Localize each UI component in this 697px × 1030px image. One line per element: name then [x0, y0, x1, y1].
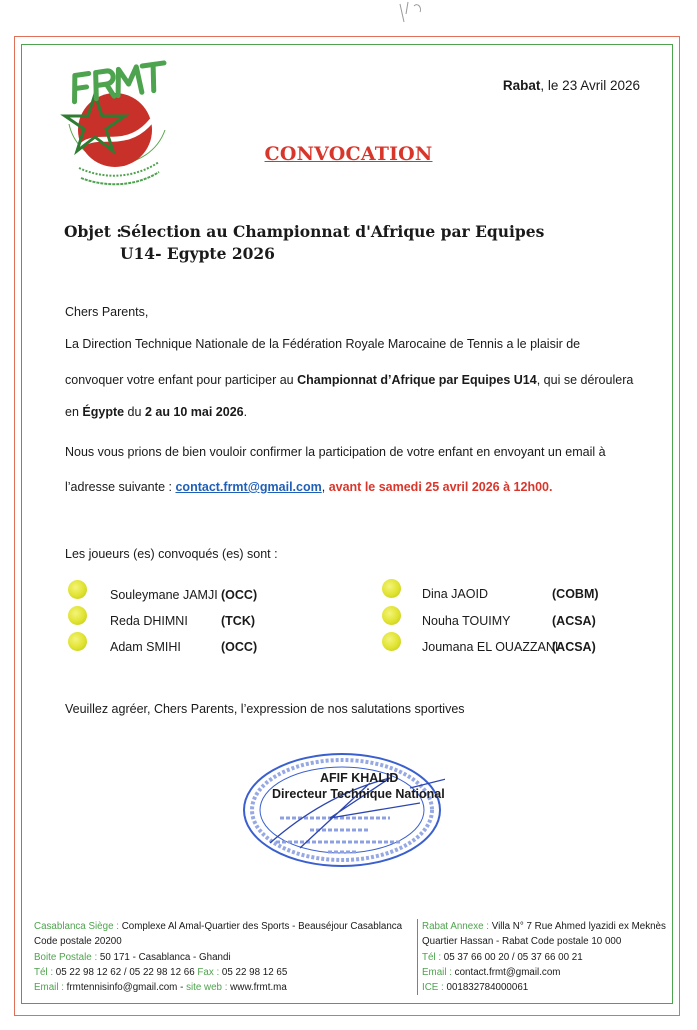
- player-name: Dina JAOID: [422, 587, 488, 601]
- footer-value: 05 22 98 12 62 / 05 22 98 12 66: [55, 966, 198, 978]
- footer-label: Tél :: [422, 951, 444, 963]
- frmt-logo: [55, 58, 180, 188]
- tennis-ball-icon: [382, 632, 401, 651]
- footer-label: Tél :: [34, 966, 56, 978]
- footer-label: Rabat Annexe :: [422, 921, 492, 932]
- footer-value: 001832784000061: [446, 982, 529, 994]
- text: en: [65, 405, 83, 419]
- footer-value: Code postale 20200: [34, 936, 122, 948]
- footer-line: [422, 934, 666, 949]
- footer-value: 50 171 - Casablanca - Ghandi: [99, 951, 231, 963]
- footer-value: Complexe Al Amal-Quartier des Sports - Beauséjour Casablanca: [121, 921, 403, 932]
- footer-line: [34, 965, 402, 980]
- footer-line: [422, 980, 666, 995]
- footer-value: Quartier Hassan - Rabat Code postale 10 000: [422, 936, 622, 948]
- footer-label: ICE :: [422, 982, 447, 994]
- text: ,: [321, 480, 326, 494]
- player-name: Adam SMIHI: [110, 640, 181, 654]
- text: l’adresse suivante :: [65, 480, 176, 494]
- footer-label: Boite Postale :: [34, 951, 100, 963]
- championship-name: Championnat d’Afrique par Equipes U14: [297, 373, 537, 387]
- footer-value: contact.frmt@gmail.com: [454, 966, 561, 978]
- tennis-ball-icon: [68, 580, 87, 599]
- footer-casablanca-address: [34, 919, 402, 995]
- greeting: Chers Parents,: [65, 305, 149, 319]
- player-club: (OCC): [221, 640, 258, 654]
- paragraph-1-line-1: La Direction Technique Nationale de la Fédération Royale Marocaine de Tennis a le plaisir de: [65, 337, 581, 351]
- player-name: Souleymane JAMJI: [110, 588, 218, 602]
- player-club: (ACSA): [552, 640, 596, 654]
- footer-line: [34, 980, 402, 995]
- player-name: Nouha TOUIMY: [422, 614, 511, 628]
- subject-text: Sélection au Championnat d'Afrique par Equipes U14- Egypte 2026: [120, 222, 545, 263]
- footer-label: Fax :: [197, 966, 222, 978]
- tennis-ball-icon: [68, 632, 87, 651]
- paragraph-1-line-2: [65, 373, 633, 387]
- handwritten-mark: [370, 0, 450, 30]
- signatory-role: Directeur Technique National: [272, 787, 445, 801]
- footer-rabat-address: [417, 919, 666, 995]
- tennis-ball-icon: [382, 579, 401, 598]
- footer-line: [422, 950, 666, 965]
- footer-value: Villa N° 7 Rue Ahmed lyazidi ex Meknès: [491, 921, 666, 932]
- signatory-name: AFIF KHALID: [320, 771, 399, 785]
- player-club: (ACSA): [552, 614, 596, 628]
- deadline-text: avant le samedi 25 avril 2026 à 12h00.: [325, 480, 553, 494]
- footer-label: Casablanca Siège :: [34, 921, 122, 932]
- text: du: [124, 405, 145, 419]
- tennis-ball-icon: [68, 606, 87, 625]
- date-text: , le 23 Avril 2026: [540, 78, 640, 93]
- text: , qui se déroulera: [536, 373, 634, 387]
- document-date: [503, 78, 640, 93]
- player-club: (OCC): [221, 588, 258, 602]
- footer-value: frmtennisinfo@gmail.com -: [66, 982, 187, 994]
- footer-value: 05 22 98 12 65: [221, 966, 288, 978]
- event-dates: 2 au 10 mai 2026: [144, 405, 244, 419]
- player-club: (COBM): [552, 587, 599, 601]
- player-club: (TCK): [221, 614, 256, 628]
- footer-website: www.frmt.ma: [230, 982, 287, 994]
- contact-email-link[interactable]: contact.frmt@gmail.com: [175, 480, 322, 494]
- paragraph-2-line-1: Nous vous prions de bien vouloir confirmer la participation de votre enfant en envoyant un email à: [65, 445, 606, 459]
- footer-label: site web :: [186, 982, 231, 994]
- text: convoquer votre enfant pour participer au: [65, 373, 298, 387]
- country: Égypte: [82, 405, 125, 419]
- paragraph-2-line-2: [65, 480, 552, 494]
- footer-value: 05 37 66 00 20 / 05 37 66 00 21: [443, 951, 583, 963]
- document-title: CONVOCATION: [264, 143, 433, 165]
- footer-line: [34, 919, 402, 934]
- footer-line: [422, 965, 666, 980]
- tennis-ball-icon: [382, 606, 401, 625]
- subject-label: Objet :: [64, 222, 123, 241]
- closing-line: Veuillez agréer, Chers Parents, l’expression de nos salutations sportives: [65, 702, 465, 716]
- player-name: Joumana EL OUAZZANI: [422, 640, 559, 654]
- paragraph-1-line-3: [65, 405, 247, 419]
- footer-label: Email :: [34, 982, 67, 994]
- text: .: [243, 405, 248, 419]
- footer-line: [422, 919, 666, 934]
- official-stamp-and-signature: [240, 748, 445, 873]
- footer-line: [34, 934, 402, 949]
- player-name: Reda DHIMNI: [110, 614, 188, 628]
- footer-line: [34, 950, 402, 965]
- players-intro: Les joueurs (es) convoqués (es) sont :: [65, 547, 278, 561]
- subject-line: [64, 221, 624, 267]
- date-city: Rabat: [502, 78, 541, 93]
- footer-label: Email :: [422, 966, 455, 978]
